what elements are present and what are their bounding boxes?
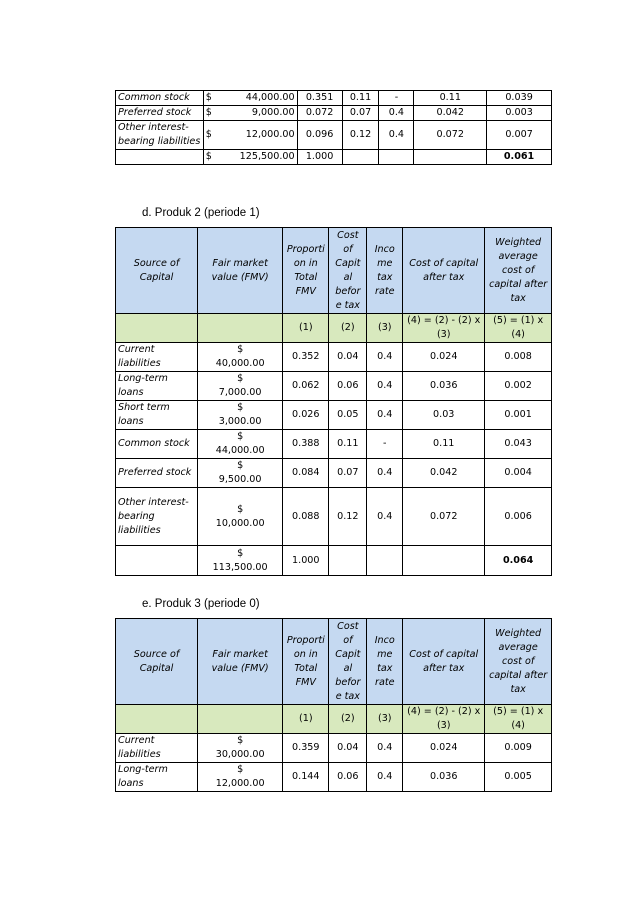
source-cell: Current liabilities xyxy=(116,734,198,763)
cost-cell: 0.06 xyxy=(329,372,367,401)
fmv-cell: 12,000.00 xyxy=(217,121,297,150)
currency-label: $ xyxy=(237,503,244,515)
proportion-cell: 0.388 xyxy=(283,430,329,459)
tax-cell: 0.4 xyxy=(367,488,403,546)
source-cell: Common stock xyxy=(116,430,198,459)
currency-cell: $ xyxy=(203,106,217,121)
header-tax: Inco me tax rate xyxy=(367,228,403,314)
section-d-table xyxy=(115,227,552,576)
cost-cell: 0.04 xyxy=(329,734,367,763)
table-header-row xyxy=(116,228,552,314)
formula-1: (1) xyxy=(283,705,329,734)
proportion-cell: 0.026 xyxy=(283,401,329,430)
header-source: Source of Capital xyxy=(116,619,198,705)
total-proportion-cell: 1.000 xyxy=(283,546,329,576)
cost-cell: 0.07 xyxy=(342,106,379,121)
after-tax-cell: 0.03 xyxy=(403,401,485,430)
header-fmv: Fair market value (FMV) xyxy=(198,228,283,314)
currency-label: $ xyxy=(237,431,244,442)
header-source: Source of Capital xyxy=(116,228,198,314)
tax-cell: 0.4 xyxy=(379,106,414,121)
source-cell: Common stock xyxy=(116,91,204,106)
cost-cell: 0.04 xyxy=(329,343,367,372)
table-header-row xyxy=(116,619,552,705)
fmv-value: 12,000.00 xyxy=(215,778,265,789)
proportion-cell: 0.096 xyxy=(297,121,342,150)
proportion-cell: 0.351 xyxy=(297,91,342,106)
formula-5: (5) = (1) x (4) xyxy=(485,314,552,343)
empty-cell xyxy=(198,314,283,343)
table-total-row xyxy=(116,150,552,165)
after-tax-cell: 0.11 xyxy=(414,91,487,106)
header-after-tax: Cost of capital after tax xyxy=(403,228,485,314)
empty-cell xyxy=(116,546,198,576)
after-tax-cell: 0.036 xyxy=(403,763,485,792)
formula-row xyxy=(116,705,552,734)
table-row xyxy=(116,106,552,121)
fmv-cell xyxy=(198,430,283,459)
after-tax-cell: 0.024 xyxy=(403,343,485,372)
wacc-cell: 0.009 xyxy=(485,734,552,763)
total-wacc-cell: 0.064 xyxy=(485,546,552,576)
after-tax-cell: 0.042 xyxy=(414,106,487,121)
top-cost-table xyxy=(115,90,552,165)
table-row xyxy=(116,763,552,792)
proportion-cell: 0.088 xyxy=(283,488,329,546)
fmv-value: 40,000.00 xyxy=(215,358,265,369)
header-wacc: Weighted average cost of capital after tax xyxy=(485,228,552,314)
section-e-heading: e. Produk 3 (periode 0) xyxy=(142,598,260,610)
tax-cell: 0.4 xyxy=(367,343,403,372)
header-wacc: Weighted average cost of capital after tax xyxy=(485,619,552,705)
proportion-cell: 0.084 xyxy=(283,459,329,488)
table-total-row xyxy=(116,546,552,576)
table-row xyxy=(116,372,552,401)
currency-label: $ xyxy=(237,373,244,384)
wacc-cell: 0.003 xyxy=(487,106,552,121)
tax-cell: 0.4 xyxy=(379,121,414,150)
fmv-value: 10,000.00 xyxy=(215,517,265,529)
table-row xyxy=(116,121,552,150)
cost-cell: 0.06 xyxy=(329,763,367,792)
cost-cell: 0.11 xyxy=(329,430,367,459)
proportion-cell: 0.352 xyxy=(283,343,329,372)
cost-cell: 0.11 xyxy=(342,91,379,106)
wacc-cell: 0.001 xyxy=(485,401,552,430)
currency-label: $ xyxy=(237,547,244,559)
tax-cell: - xyxy=(379,91,414,106)
header-proportion: Proporti on in Total FMV xyxy=(283,228,329,314)
formula-1: (1) xyxy=(283,314,329,343)
wacc-cell: 0.006 xyxy=(485,488,552,546)
currency-label: $ xyxy=(237,764,244,775)
fmv-value: 113,500.00 xyxy=(212,561,268,573)
empty-cell xyxy=(403,546,485,576)
empty-cell xyxy=(367,546,403,576)
after-tax-cell: 0.072 xyxy=(414,121,487,150)
table-row xyxy=(116,91,552,106)
empty-cell xyxy=(116,705,198,734)
source-cell: Preferred stock xyxy=(116,459,198,488)
empty-cell xyxy=(414,150,487,165)
wacc-cell: 0.008 xyxy=(485,343,552,372)
currency-label: $ xyxy=(237,344,244,355)
formula-4: (4) = (2) - (2) x (3) xyxy=(403,705,485,734)
total-wacc-cell: 0.061 xyxy=(487,150,552,165)
wacc-cell: 0.039 xyxy=(487,91,552,106)
formula-3: (3) xyxy=(367,705,403,734)
total-proportion-cell: 1.000 xyxy=(297,150,342,165)
fmv-cell xyxy=(198,488,283,546)
fmv-cell xyxy=(198,734,283,763)
formula-3: (3) xyxy=(367,314,403,343)
fmv-cell xyxy=(198,763,283,792)
cost-cell: 0.12 xyxy=(342,121,379,150)
empty-cell xyxy=(116,150,204,165)
table-row xyxy=(116,401,552,430)
tax-cell: 0.4 xyxy=(367,763,403,792)
header-cost: Cost of Capit al befor e tax xyxy=(329,228,367,314)
source-cell: Other interest-bearing liabilities xyxy=(116,121,204,150)
wacc-cell: 0.005 xyxy=(485,763,552,792)
section-e-table xyxy=(115,618,552,792)
proportion-cell: 0.144 xyxy=(283,763,329,792)
total-fmv-cell: 125,500.00 xyxy=(217,150,297,165)
tax-cell: 0.4 xyxy=(367,734,403,763)
source-cell: Long-term loans xyxy=(116,372,198,401)
table-row xyxy=(116,734,552,763)
source-cell: Current liabilities xyxy=(116,343,198,372)
tax-cell: 0.4 xyxy=(367,372,403,401)
formula-row xyxy=(116,314,552,343)
table-row xyxy=(116,459,552,488)
table-row xyxy=(116,343,552,372)
header-cost: Cost of Capit al befor e tax xyxy=(329,619,367,705)
cost-cell: 0.07 xyxy=(329,459,367,488)
empty-cell xyxy=(116,314,198,343)
header-tax: Inco me tax rate xyxy=(367,619,403,705)
currency-label: $ xyxy=(237,402,244,413)
source-cell: Preferred stock xyxy=(116,106,204,121)
wacc-cell: 0.004 xyxy=(485,459,552,488)
tax-cell: 0.4 xyxy=(367,401,403,430)
empty-cell xyxy=(329,546,367,576)
tax-cell: - xyxy=(367,430,403,459)
cost-cell: 0.12 xyxy=(329,488,367,546)
total-fmv-cell xyxy=(198,546,283,576)
source-cell: Short term loans xyxy=(116,401,198,430)
header-proportion: Proporti on in Total FMV xyxy=(283,619,329,705)
fmv-cell: 44,000.00 xyxy=(217,91,297,106)
fmv-value: 7,000.00 xyxy=(218,387,262,398)
header-fmv: Fair market value (FMV) xyxy=(198,619,283,705)
after-tax-cell: 0.024 xyxy=(403,734,485,763)
after-tax-cell: 0.11 xyxy=(403,430,485,459)
wacc-cell: 0.007 xyxy=(487,121,552,150)
currency-label: $ xyxy=(237,735,244,746)
fmv-cell xyxy=(198,343,283,372)
wacc-cell: 0.043 xyxy=(485,430,552,459)
source-cell: Other interest-bearing liabilities xyxy=(116,488,198,546)
formula-2: (2) xyxy=(329,314,367,343)
table-row xyxy=(116,430,552,459)
section-d-heading: d. Produk 2 (periode 1) xyxy=(142,207,260,219)
fmv-value: 30,000.00 xyxy=(215,749,265,760)
after-tax-cell: 0.036 xyxy=(403,372,485,401)
empty-cell xyxy=(342,150,379,165)
fmv-cell: 9,000.00 xyxy=(217,106,297,121)
formula-4: (4) = (2) - (2) x (3) xyxy=(403,314,485,343)
empty-cell xyxy=(379,150,414,165)
fmv-cell xyxy=(198,372,283,401)
proportion-cell: 0.359 xyxy=(283,734,329,763)
table-row xyxy=(116,488,552,546)
after-tax-cell: 0.042 xyxy=(403,459,485,488)
after-tax-cell: 0.072 xyxy=(403,488,485,546)
cost-cell: 0.05 xyxy=(329,401,367,430)
empty-cell xyxy=(198,705,283,734)
currency-cell: $ xyxy=(203,150,217,165)
formula-2: (2) xyxy=(329,705,367,734)
currency-cell: $ xyxy=(203,121,217,150)
currency-cell: $ xyxy=(203,91,217,106)
fmv-value: 3,000.00 xyxy=(218,416,262,427)
wacc-cell: 0.002 xyxy=(485,372,552,401)
fmv-value: 9,500.00 xyxy=(218,474,262,485)
currency-label: $ xyxy=(237,460,244,471)
header-after-tax: Cost of capital after tax xyxy=(403,619,485,705)
source-cell: Long-term loans xyxy=(116,763,198,792)
formula-5: (5) = (1) x (4) xyxy=(485,705,552,734)
proportion-cell: 0.062 xyxy=(283,372,329,401)
tax-cell: 0.4 xyxy=(367,459,403,488)
fmv-value: 44,000.00 xyxy=(215,445,265,456)
proportion-cell: 0.072 xyxy=(297,106,342,121)
fmv-cell xyxy=(198,459,283,488)
fmv-cell xyxy=(198,401,283,430)
